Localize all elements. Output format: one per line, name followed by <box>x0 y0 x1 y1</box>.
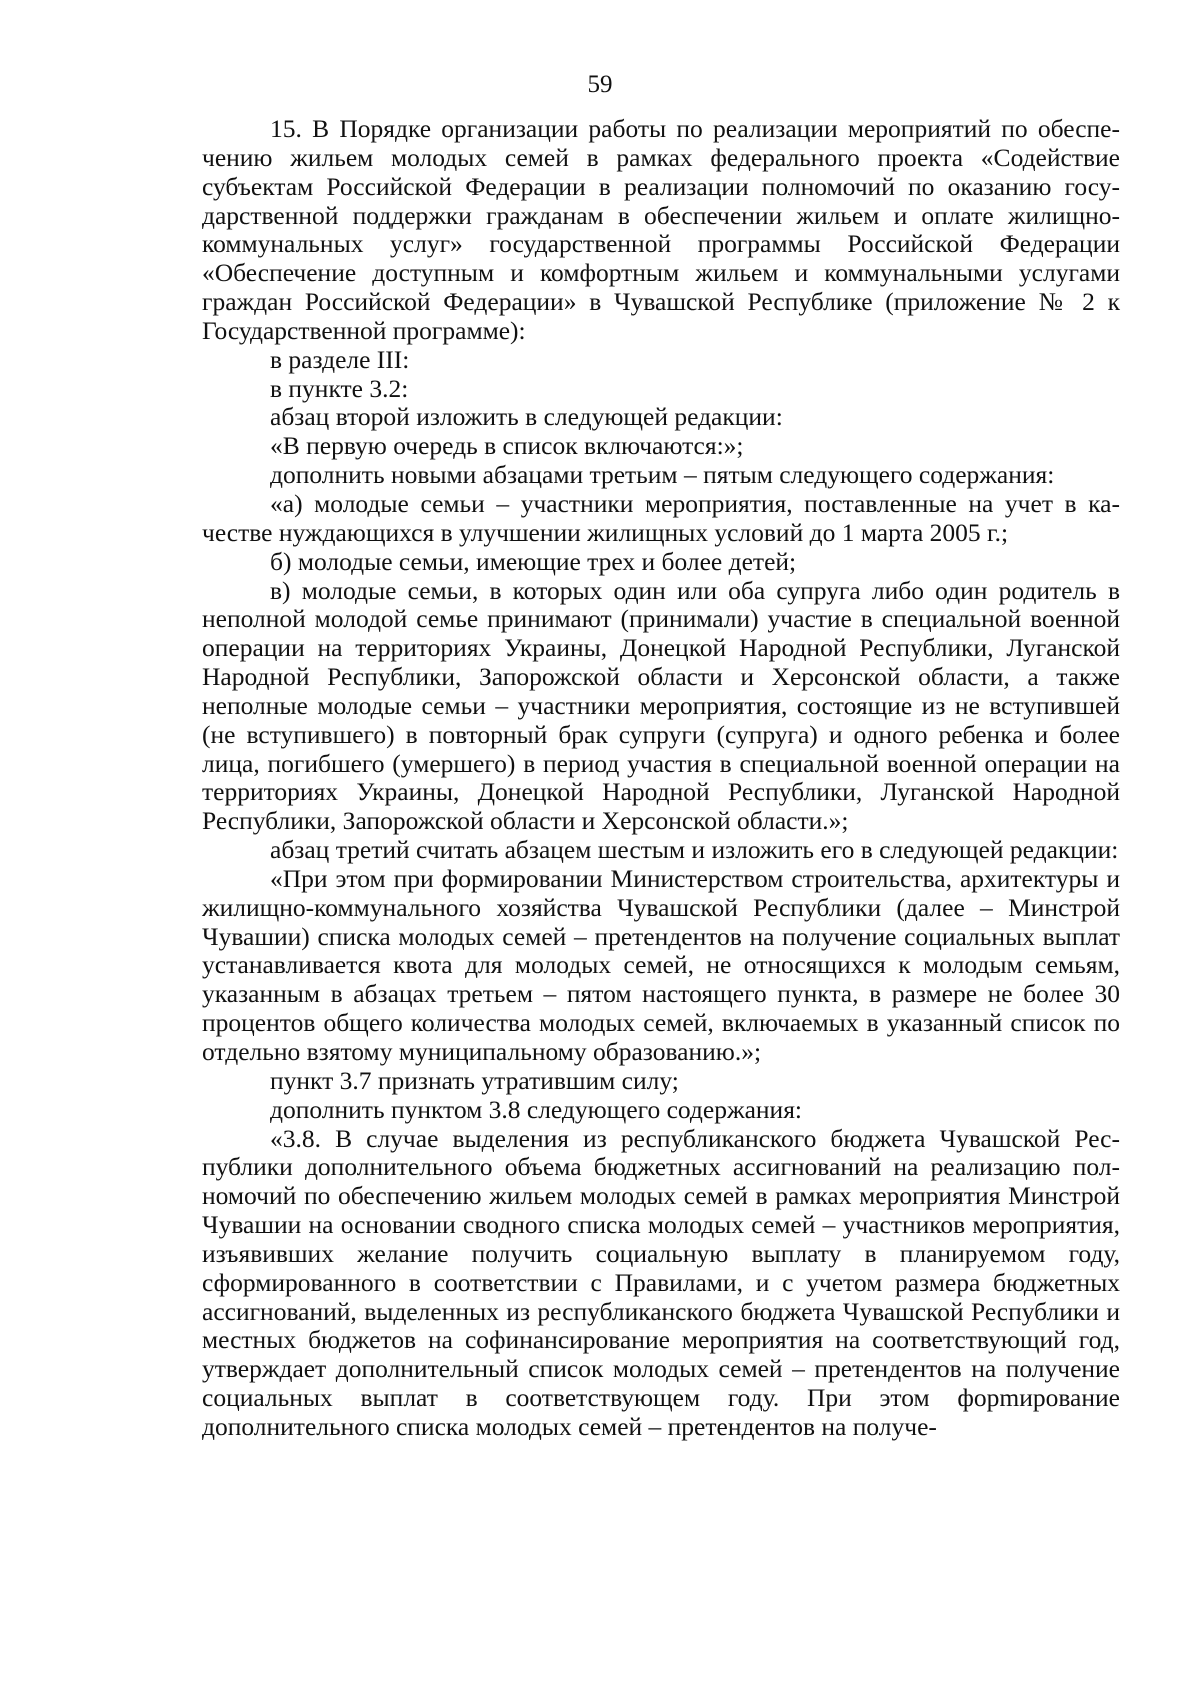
paragraph-item-a: «а) молодые семьи – участники мероприятия, поставленные на учет в качестве нуждающихся в улучшении жилищных условий до 1 марта 2005 г.; <box>202 488 1120 547</box>
page-number: 59 <box>587 71 613 98</box>
paragraph-item-15-intro: 15. В Порядке организации работы по реализации мероприятий по обеспечению жильем молодых семей в рамках федерального проекта «Содействие субъектам Российской Федерации в реализации полномочий по оказанию государственной поддержки гражданам в обеспечении жильем и оплате жилищно-коммунальных услуг» государственной программы Российской Федерации «Обеспечение доступным и комфортным жильем и коммунальными услугами граждан Российской Федерации» в Чувашской Республике (приложение № 2 к Государственной программе): <box>202 114 1120 345</box>
document-body <box>202 115 1120 1442</box>
paragraph-add-new-abzacs: дополнить новыми абзацами третьим – пятым следующего содержания: <box>270 460 1055 490</box>
paragraph-item-b: б) молодые семьи, имеющие трех и более детей; <box>270 546 797 576</box>
paragraph-second-abzac-instruction: абзац второй изложить в следующей редакции: <box>270 402 783 432</box>
paragraph-item-v: в) молодые семьи, в которых один или оба супруга либо один родитель в неполной молодой семье принимают (принимали) участие в специальной военной операции на территориях Украины, Донецкой Народной Республики, Луганской Народной Республики, Запорожской области и Херсонской области, а также неполные молодые семьи – участники мероприятия, состоящие из не вступившей (не вступившего) в повторный брак супруги (супруга) и одного ребенка и более лица, погибшего (умершего) в период участия в специальной военной операции на территориях Украины, Донецкой Народной Республики, Луганской Народной Республики, Запорожской области и Херсонской области.»; <box>202 575 1120 836</box>
paragraph-add-point-3-8: дополнить пунктом 3.8 следующего содержания: <box>270 1094 803 1124</box>
paragraph-quota-quote: «При этом при формировании Министерством строительства, архитектуры и жилищно-коммунального хозяйства Чувашской Республики (далее – Минстрой Чувашии) списка молодых семей – претендентов на получение социальных выплат устанавливается квота для молодых семей, не относящихся к молодым семьям, указанным в абзацах третьем – пятом настоящего пункта, в размере не более 30 процентов общего количества молодых семей, включаемых в указанный список по отдельно взятому муниципальному образованию.»; <box>202 863 1120 1066</box>
paragraph-point-3-2: в пункте 3.2: <box>270 373 409 403</box>
paragraph-first-priority-quote: «В первую очередь в список включаются:»; <box>270 431 744 461</box>
paragraph-point-3-7: пункт 3.7 признать утратившим силу; <box>270 1065 679 1095</box>
paragraph-third-abzac-instruction: абзац третий считать абзацем шестым и изложить его в следующей редакции: <box>270 835 1119 865</box>
paragraph-point-3-8-text: «3.8. В случае выделения из республиканского бюджета Чувашской Республики дополнительного объема бюджетных ассигнований на реализацию полномочий по обеспечению жильем молодых семей в рамках мероприятия Минстрой Чувашии на основании сводного списка молодых семей – участников мероприятия, изъявивших желание получить социальную выплату в планируемом году, сформированного в соответствии с Правилами, и с учетом размера бюджетных ассигнований, выделенных из республиканского бюджета Чувашской Республики и местных бюджетов на софинансирование мероприятия на соответствующий год, утверждает дополнительный список молодых семей – претендентов на получение социальных выплат в соответствующем году. При этом форmирование дополнительного списка молодых семей – претендентов на получе- <box>202 1123 1120 1441</box>
paragraph-section-iii: в разделе III: <box>270 344 410 374</box>
